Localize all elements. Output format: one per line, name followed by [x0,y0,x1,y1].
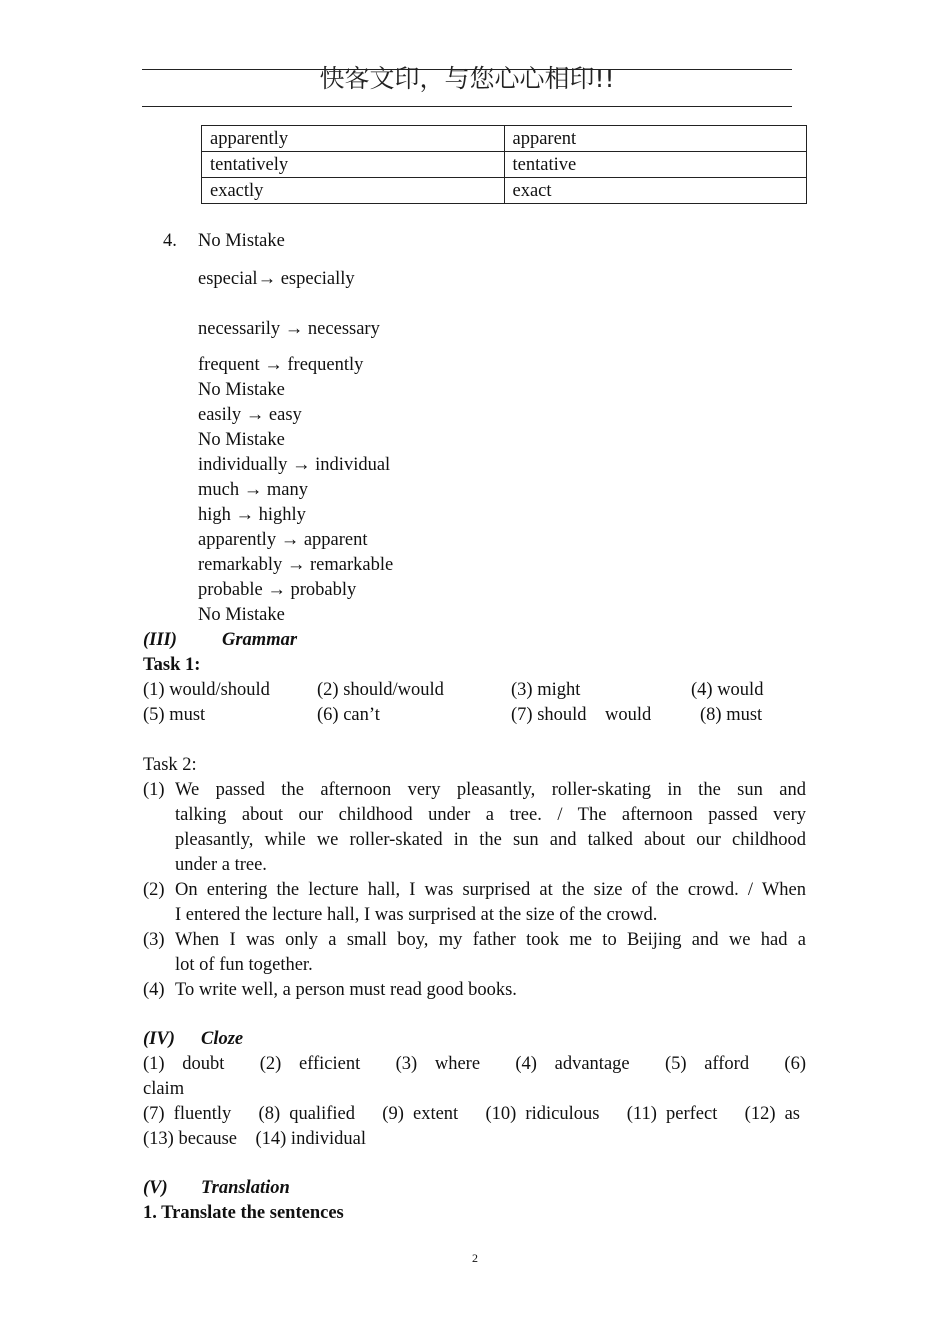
sentence-line: I entered the lecture hall, I was surprised at the size of the crowd. [175,905,658,925]
cloze-line: (13) because (14) individual [143,1129,366,1149]
answer: (1) would/should [143,680,270,700]
table-cell: tentative [504,152,807,178]
section-title: Grammar [222,630,298,650]
answer: (3) might [511,680,581,700]
list-item: easily → easy [198,405,302,425]
section-number: (V) [143,1178,168,1198]
sentence-line: When I was only a small boy, my father took me to Beijing and we had a [175,930,806,950]
sentence-line: under a tree. [175,855,267,875]
list-item: probable → probably [198,580,357,600]
list-item: No Mistake [198,380,285,400]
table-cell: apparent [504,126,807,152]
page-header-title: 快客文印，与您心心相印!! [319,64,615,93]
table-row [202,152,807,178]
section-number: (IV) [143,1029,175,1049]
cloze-line: (7) fluently (8) qualified (9) extent (10) ridiculous (11) perfect (12) as [143,1104,800,1124]
list-item: remarkably → remarkable [198,555,394,575]
list-item: individually → individual [198,455,391,475]
word-table [201,125,807,204]
table-row [202,178,807,204]
subheading: 1. Translate the sentences [143,1203,344,1223]
cloze-line: claim [143,1079,185,1099]
answer: (2) should/would [317,680,444,700]
item-number: (4) [143,980,165,1000]
section-title: Translation [201,1178,290,1198]
table-cell: tentatively [202,152,505,178]
list-item: much → many [198,480,308,500]
section-number: (III) [143,630,177,650]
sentence-line: We passed the afternoon very pleasantly, roller-skating in the sun and [175,780,806,800]
list-item: especial→ especially [198,269,355,289]
header-bottom-rule [142,106,792,107]
table-row [202,126,807,152]
answer: (8) must [700,705,763,725]
sentence-line: lot of fun together. [175,955,313,975]
cloze-line: (1) doubt (2) efficient (3) where (4) advantage (5) afford (6) [143,1054,806,1074]
table-cell: exactly [202,178,505,204]
list-item: frequent → frequently [198,355,364,375]
item-number: (3) [143,930,165,950]
sentence-line: On entering the lecture hall, I was surprised at the size of the crowd. / When [175,880,806,900]
list-item: No Mistake [198,605,285,625]
answer: (7) should would [511,705,652,725]
list-item: necessarily → necessary [198,319,380,339]
section-title: Cloze [201,1029,244,1049]
sentence-line: To write well, a person must read good books. [175,980,517,1000]
sentence-line: pleasantly, while we roller-skated in the sun and talked about our childhood [175,830,806,850]
item-number: (1) [143,780,165,800]
list-item: No Mistake [198,231,285,251]
answer: (6) can’t [317,705,380,725]
task-label: Task 2: [143,755,197,775]
list-item: No Mistake [198,430,285,450]
table-cell: apparently [202,126,505,152]
item-number: 4. [163,231,177,251]
list-item: high → highly [198,505,306,525]
task-label: Task 1: [143,655,201,675]
answer: (5) must [143,705,206,725]
list-item: apparently → apparent [198,530,368,550]
item-number: (2) [143,880,165,900]
answer: (4) would [691,680,764,700]
sentence-line: talking about our childhood under a tree. / The afternoon passed very [175,805,806,825]
table-cell: exact [504,178,807,204]
page-number: 2 [472,1251,478,1265]
